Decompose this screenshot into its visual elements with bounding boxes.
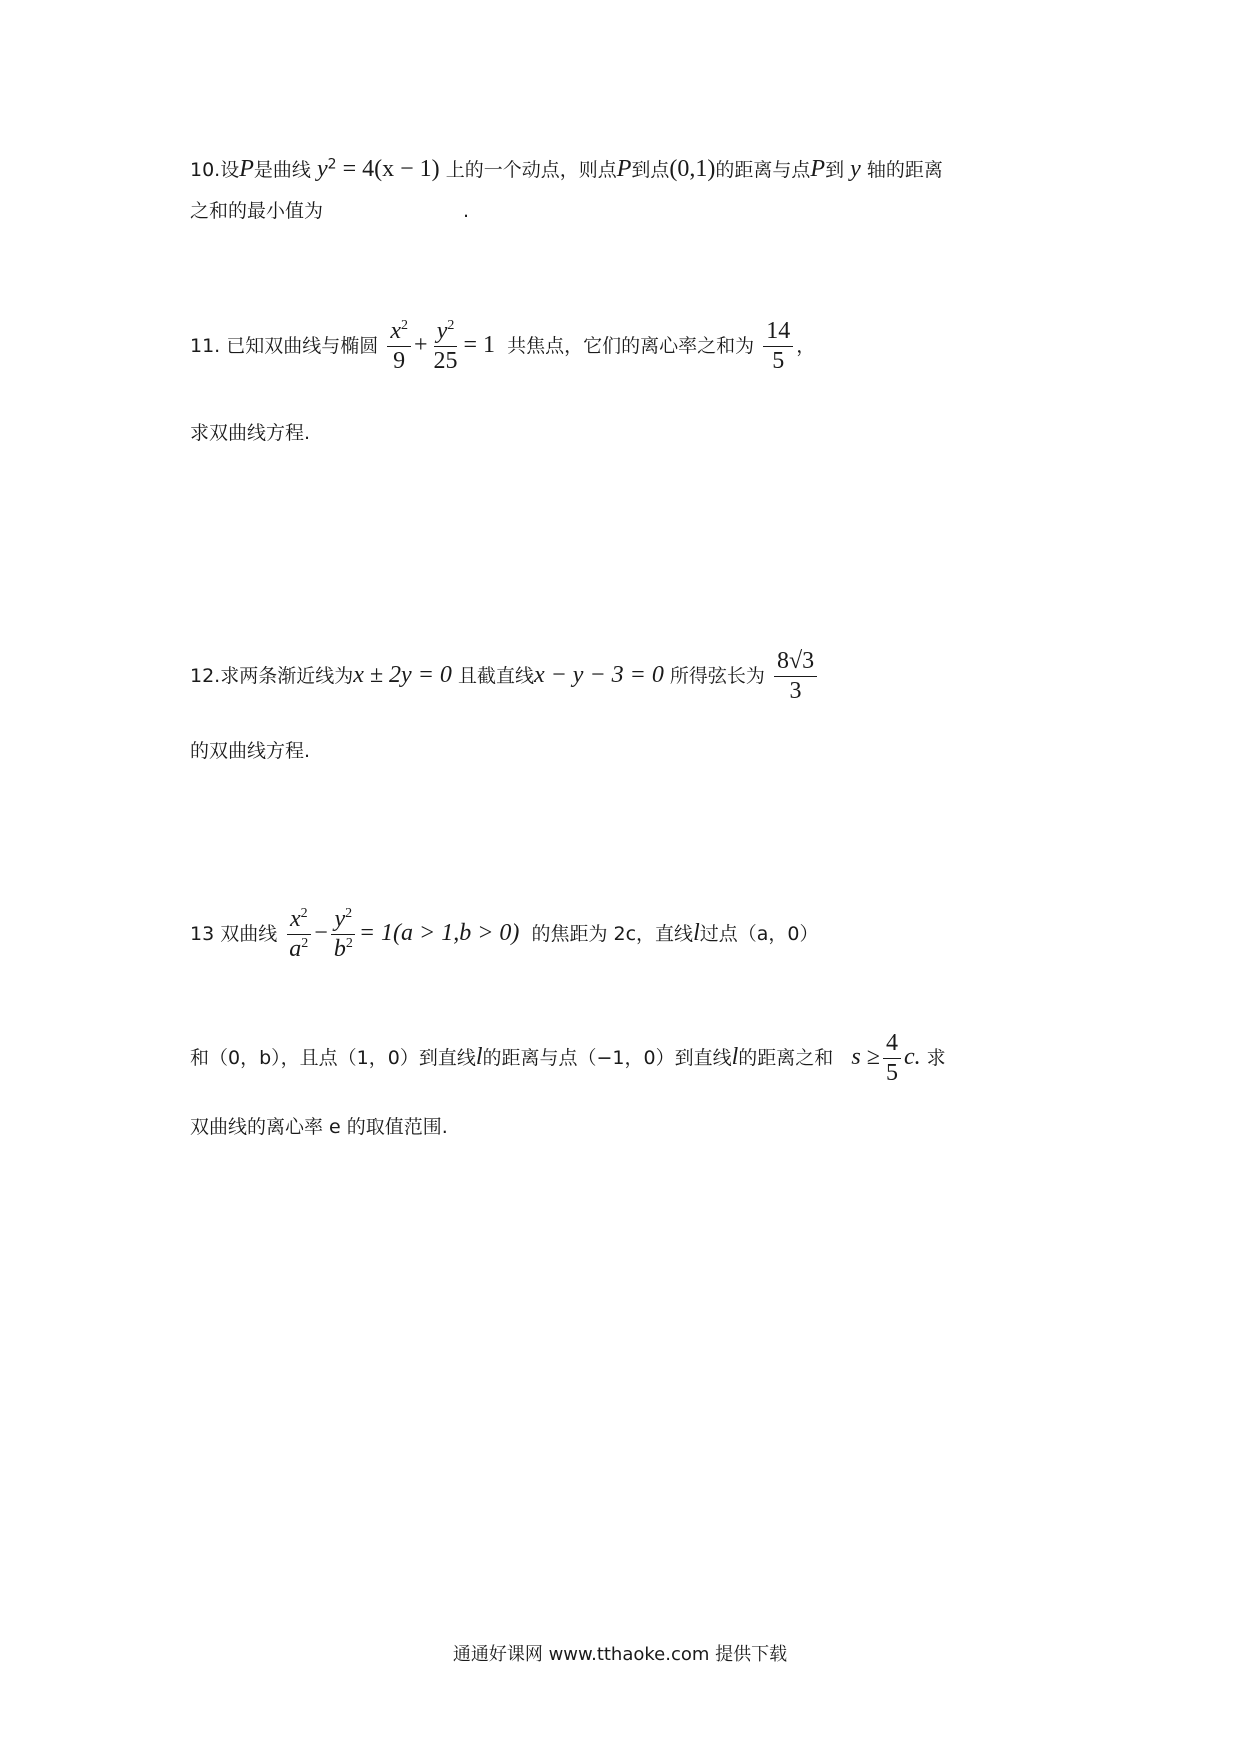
math-P: P [239,156,254,182]
q12-number: 12.求两条渐近线为 [190,665,354,688]
math-l: l [693,920,700,947]
asymptote-equation: x ± 2y = 0 [353,662,452,689]
fraction-x2-over-9: $\frac{x^2}{9}$ [387,318,411,375]
q13-number: 13 双曲线 [190,923,278,946]
point-0-1: (0,1) [669,156,716,182]
q10-line2: 之和的最小值为 . [190,200,470,222]
fraction-x2-over-a2: $\frac{x^2}{a^2}$ [286,906,311,963]
q11-line2: 求双曲线方程. [190,422,311,444]
q10-equation: $y^2 = 4(x - 1)$ [316,156,440,182]
s-inequality: s ≥ [851,1044,880,1071]
fraction-y2-over-25: $\frac{y^2}{25}$ [433,318,458,374]
q13-line1: 13 双曲线 $\frac{x^2}{a^2}$ − $\frac{y^2}{b^2}$ = 1(a > 1,b > 0) 的焦距为 2c，直线l过点（a，0） [190,906,819,962]
page-footer: 通通好课网 www.tthaoke.com 提供下载 [452,1644,788,1665]
q10-line1: 10.设P是曲线 $y^2 = 4(x - 1)$ 上的一个动点，则点P到点(0,1)的距离与点P到 y 轴的距离 [190,156,943,182]
q11-number: 11. 已知双曲线与椭圆 [190,335,379,358]
fraction-14-over-5: $\frac{14}{5}$ [763,318,793,375]
q11-line1: 11. 已知双曲线与椭圆 $\frac{x^2}{9}$ + $\frac{y^2}{25}$ = 1 共焦点，它们的离心率之和为 $\frac{14}{5}$ ， [190,318,816,374]
q10-number: 10. [190,159,221,181]
q13-line2: 和（0，b），且点（1，0）到直线l的距离与点（−1，0）到直线l的距离之和 s ≥ $\frac{4}{5}$ c. 求 [190,1030,946,1086]
q12-line1: 12.求两条渐近线为x ± 2y = 0 且截直线x − y − 3 = 0 所得弦长为 $\frac{8√3}{3}$ [190,648,820,705]
fraction-8root3-over-3: $\frac{8√3}{3}$ [774,648,817,705]
hyperbola-condition: = 1(a > 1,b > 0) [358,920,520,947]
fraction-y2-over-b2: $\frac{y^2}{b^2}$ [331,906,356,963]
fraction-4-over-5: $\frac{4}{5}$ [883,1030,901,1087]
q12-line2: 的双曲线方程. [190,740,311,762]
line-equation: x − y − 3 = 0 [533,662,664,689]
q13-line3: 双曲线的离心率 e 的取值范围. [190,1116,448,1138]
